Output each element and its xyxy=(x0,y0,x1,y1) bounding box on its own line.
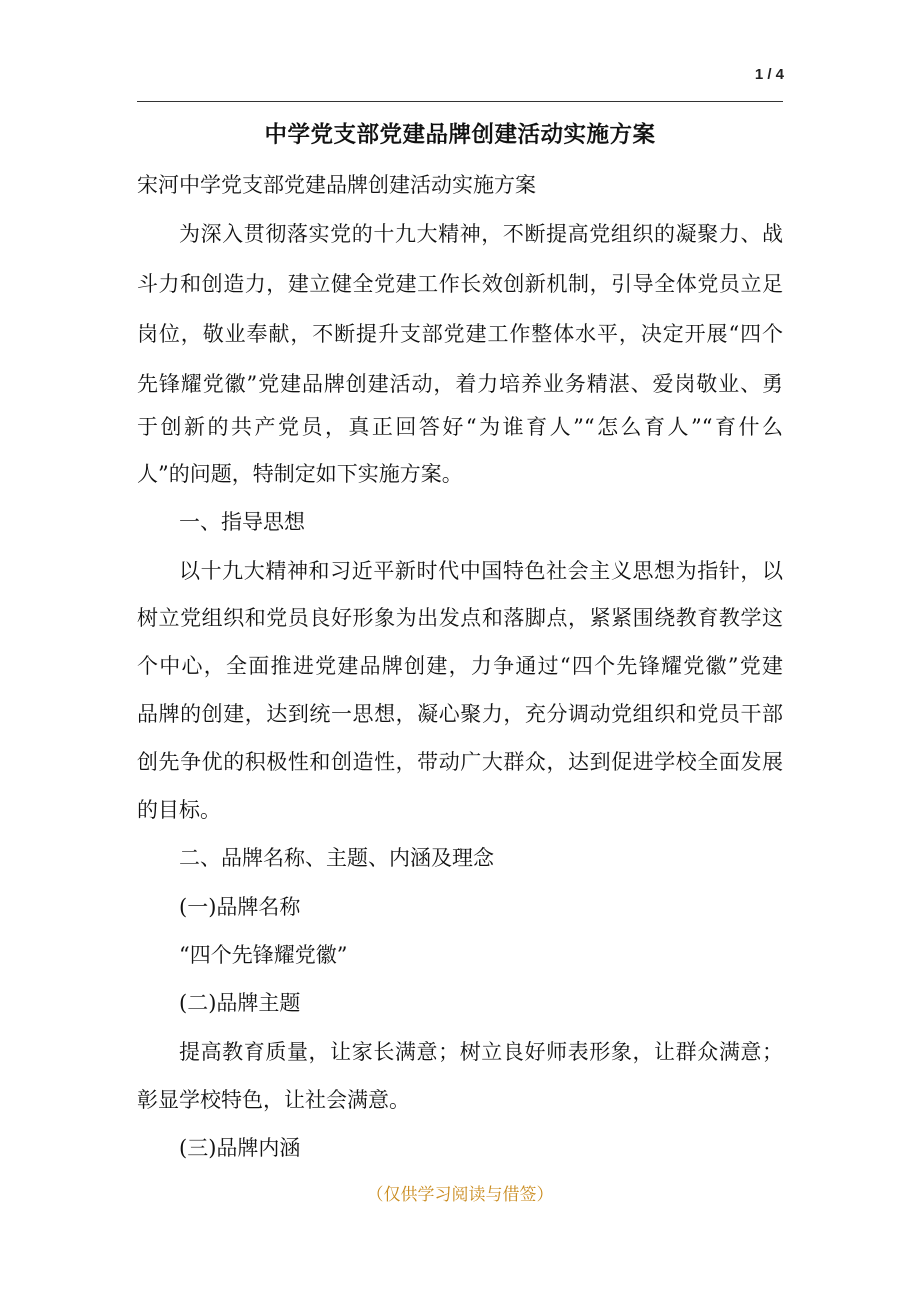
paragraph-line: 斗力和创造力，建立健全党建工作长效创新机制，引导全体党员立足 xyxy=(137,272,783,296)
section-heading-guiding-ideology: 一、指导思想 xyxy=(179,510,305,534)
paragraph-line: 的目标。 xyxy=(137,798,221,822)
paragraph-line: 提高教育质量，让家长满意；树立良好师表形象，让群众满意； xyxy=(179,1040,783,1064)
paragraph-line: 人”的问题，特制定如下实施方案。 xyxy=(137,462,463,486)
section-heading-brand: 二、品牌名称、主题、内涵及理念 xyxy=(179,846,494,870)
paragraph-line: 先锋耀党徽”党建品牌创建活动，着力培养业务精湛、爱岗敬业、勇 xyxy=(137,372,783,396)
paragraph-line: 树立党组织和党员良好形象为出发点和落脚点，紧紧围绕教育教学这 xyxy=(137,606,783,630)
page-number: 1 / 4 xyxy=(754,66,784,83)
document-subtitle: 宋河中学党支部党建品牌创建活动实施方案 xyxy=(137,173,536,197)
paragraph-line: 以十九大精神和习近平新时代中国特色社会主义思想为指针，以 xyxy=(179,559,783,583)
brand-name-text: “四个先锋耀党徽” xyxy=(179,943,348,967)
subheading-brand-connotation: (三)品牌内涵 xyxy=(179,1136,301,1160)
paragraph-line: 为深入贯彻落实党的十九大精神，不断提高党组织的凝聚力、战 xyxy=(179,222,783,246)
paragraph-line: 创先争优的积极性和创造性，带动广大群众，达到促进学校全面发展 xyxy=(137,750,783,774)
paragraph-line: 于创新的共产党员，真正回答好“为谁育人”“怎么育人”“育什么 xyxy=(137,415,783,439)
paragraph-line: 品牌的创建，达到统一思想，凝心聚力，充分调动党组织和党员干部 xyxy=(137,702,783,726)
paragraph-line: 岗位，敬业奉献，不断提升支部党建工作整体水平，决定开展“四个 xyxy=(137,322,783,346)
subheading-brand-name: (一)品牌名称 xyxy=(179,895,301,919)
footer-note: （仅供学习阅读与借签） xyxy=(366,1185,554,1205)
subheading-brand-theme: (二)品牌主题 xyxy=(179,991,301,1015)
header-divider xyxy=(137,101,783,102)
document-title: 中学党支部党建品牌创建活动实施方案 xyxy=(264,122,656,148)
paragraph-line: 个中心，全面推进党建品牌创建，力争通过“四个先锋耀党徽”党建 xyxy=(137,654,783,678)
paragraph-line: 彰显学校特色，让社会满意。 xyxy=(137,1088,410,1112)
